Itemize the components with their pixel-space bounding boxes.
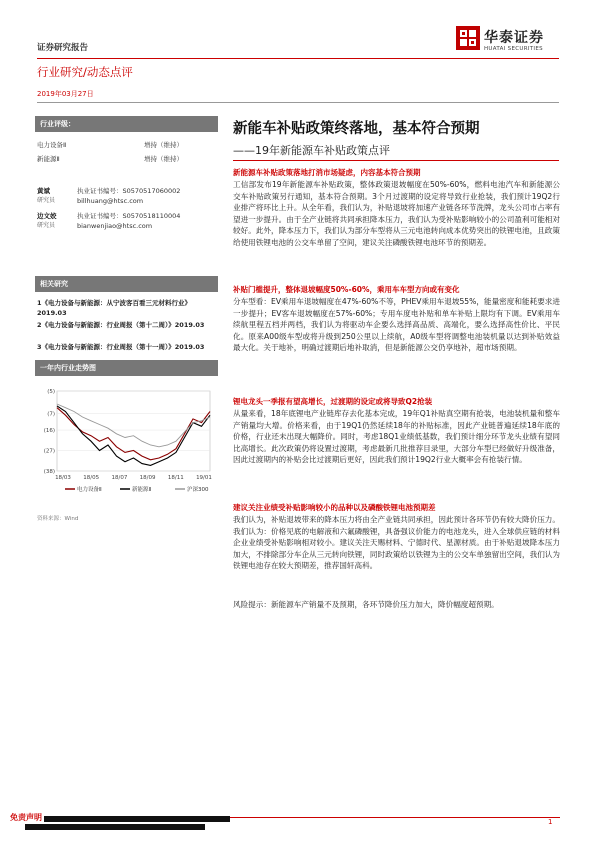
related-research-item[interactable]: 3《电力设备与新能源：行业周报（第十一周）》2019.03	[37, 343, 205, 351]
footer-divider	[230, 817, 560, 818]
title-divider	[233, 160, 559, 161]
chart-source: 资料来源：Wind	[37, 516, 79, 522]
legend-label: 沪深300	[187, 487, 209, 493]
report-type-label: 证券研究报告	[37, 43, 89, 53]
y-tick-label: (27)	[43, 448, 55, 455]
series-line	[57, 404, 210, 447]
rating-value: 增持（维持）	[144, 141, 183, 149]
y-tick-label: (7)	[47, 411, 55, 418]
analyst-role: 研究员	[37, 222, 56, 229]
x-tick-label: 18/05	[83, 475, 100, 481]
analyst-card	[37, 186, 227, 208]
legend-label: 新能源Ⅱ	[132, 487, 152, 493]
related-research-header: 相关研究	[35, 276, 218, 292]
page-number: 1	[548, 818, 553, 826]
rating-industry: 新能源Ⅱ	[37, 155, 60, 163]
section-body: 工信部发布19年新能源车补贴政策，整体政策退坡幅度在50%-60%，燃料电池汽车和新能源公交车补贴政策另行通知，基本符合预期。3个月过渡期的设定将导致行业抢装，我们预计19Q2行业排产将环比上升。从全年看，我们认为，补贴退坡将加速产业链各环节洗牌，龙头公司市占率有望进一步提升。由于全产业链将共同承担降本压力，我们认为受补贴影响较小的公司盈利可能相对较好。此外，降本压力下，我们认为部分车型将从三元电池转向成本优势突出的铁锂电池，且政策给使用铁锂电池的公交车单留了空间，建议关注磷酸铁锂电池环节的预期差。	[233, 180, 560, 247]
section-body: 从量来看，18年底锂电产业链库存去化基本完成，19年Q1补贴真空期有抢装，电池装机量和整车产销量均大增。价格来看，由于19Q1仍然延续18年的补贴标准，因此产业链普遍延续18年底的价格，行业还未出现大幅降价。同时，考虑18Q1业绩低基数，我们预计细分环节龙头业绩有望同比高增长。此次政策仍将设置过渡期，考虑最新几批推荐目录里，大部分车型已经做好升级准备，因此过渡期内的补贴会比过渡期后更好，因此我们预计19Q2行业大概率会有抢装行情。	[233, 409, 560, 465]
analyst-email[interactable]: billhuang@htsc.com	[77, 197, 144, 205]
report-category: 行业研究/动态点评	[37, 65, 133, 79]
x-tick-label: 18/07	[111, 475, 128, 481]
footer-redaction-bar	[25, 816, 230, 822]
huatai-logo	[456, 26, 562, 60]
y-tick-label: (38)	[43, 469, 55, 475]
logo-text-en: HUATAI SECURITIES	[484, 46, 543, 52]
y-tick-label: (16)	[43, 428, 55, 435]
section-heading: 新能源车补贴政策落地打消市场疑虑，内容基本符合预期	[233, 168, 421, 177]
header-divider	[37, 58, 559, 59]
analyst-card	[37, 211, 227, 233]
analyst-name: 黄斌	[37, 187, 50, 195]
section-body: 我们认为，补贴退坡带来的降本压力将由全产业链共同承担，因此预计各环节仍有较大降价压力。我们认为：价格见底的电解液和六氟磷酸锂，具备强议价能力的电池龙头，进入全球供应链的材料企业业绩受补贴影响相对较小。建议关注天赐材料、宁德时代、星源材质。由于补贴退坡降本压力加大，不排除部分车企从三元转向铁锂，同时政策给以铁锂为主的公交车单独留出空间，我们认为铁锂电池存在较大预期差，推荐国轩高科。	[233, 515, 560, 571]
rating-industry: 电力设备Ⅱ	[37, 141, 67, 149]
rating-section-header: 行业评级：	[35, 116, 218, 132]
x-tick-label: 18/03	[55, 475, 71, 481]
report-title: 新能车补贴政策终落地，基本符合预期	[233, 121, 480, 137]
date-divider	[37, 102, 559, 103]
section-body: 分车型看：EV乘用车退坡幅度在47%-60%不等，PHEV乘用车退坡55%，能量密度和能耗要求进一步提升；EV客车退坡幅度在57%-60%；专用车度电补贴和单车补贴上限均有下调。EV乘用车续航里程五档并两档，我们认为将驱动车企要么选择高品质、高端化，要么选择高性价比、平民化。原来A00级车型或将升级到250公里以上续航，A0级车型将调整电池装机量以达到补贴效益最大化。关于地补，明确过渡期后地补取消，但是新能源公交仍享地补，超市场预期。	[233, 297, 560, 353]
risk-warning: 风险提示：新能源车产销量不及预期，各环节降价压力加大，降价幅度超预期。	[233, 600, 499, 609]
rating-row	[37, 154, 217, 163]
x-tick-label: 18/11	[167, 475, 184, 481]
trend-chart-svg	[35, 373, 218, 505]
related-research-item[interactable]: 2《电力设备与新能源：行业周报（第十二周）》2019.03	[37, 321, 205, 329]
footer-redaction-bar	[25, 824, 205, 830]
analyst-role: 研究员	[37, 197, 56, 204]
section-heading: 锂电龙头一季报有望高增长，过渡期的设定或将导致Q2抢装	[233, 397, 433, 406]
rating-row	[37, 140, 217, 149]
huatai-logo-icon	[456, 26, 480, 50]
trend-chart-header: 一年内行业走势图	[35, 360, 218, 376]
section-heading: 建议关注业绩受补贴影响较小的品种以及磷酸铁锂电池预期差	[233, 503, 436, 512]
logo-text-cn: 华泰证券	[484, 30, 544, 46]
report-subtitle: ——19年新能源车补贴政策点评	[233, 144, 390, 157]
section-heading: 补贴门槛提升，整体退坡幅度50%-60%，乘用车车型方向或有变化	[233, 285, 460, 294]
footer-disclaimer-tag[interactable]: 免责声明	[10, 813, 42, 822]
y-tick-label: (5)	[47, 389, 55, 395]
analyst-email[interactable]: bianwenjiao@htsc.com	[77, 222, 153, 230]
x-tick-label: 18/09	[139, 475, 156, 481]
analyst-cert: 执业证书编号：S0570518110004	[77, 212, 181, 220]
report-date: 2019年03月27日	[37, 90, 94, 98]
analyst-cert: 执业证书编号：S0570517060002	[77, 187, 181, 195]
related-research-item[interactable]: 1《电力设备与新能源：从宁波客百看三元材料行业》2019.03	[37, 299, 192, 317]
legend-label: 电力设备Ⅱ	[77, 487, 102, 493]
industry-trend-chart	[35, 373, 218, 505]
analyst-name: 边文姣	[37, 212, 57, 220]
rating-value: 增持（维持）	[144, 155, 183, 163]
x-tick-label: 19/01	[196, 475, 212, 481]
